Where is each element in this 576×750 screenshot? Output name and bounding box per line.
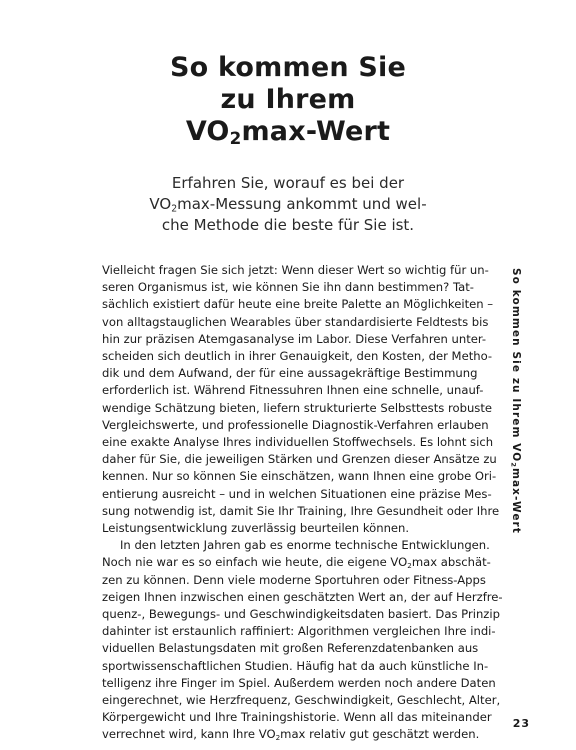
text-line: wendige Schätzung bieten, liefern strukturierte Selbsttests robuste: [102, 400, 493, 415]
text-line: Leistungsentwicklung zuverlässig beurteilen können.: [102, 521, 410, 536]
text-line: eine exakte Analyse Ihres individuellen Stoffwechsels. Es lohnt sich: [102, 435, 494, 450]
text-line: sportwissenschaftlichen Studien. Häufig hat da auch künstliche In-: [102, 658, 489, 673]
page-number: 23: [512, 717, 530, 730]
subtitle-line-3: che Methode die beste für Sie ist.: [161, 216, 415, 234]
text-line: seren Organismus ist, wie können Sie ihn dann bestimmen? Tat-: [102, 280, 474, 295]
body-text: [102, 262, 512, 744]
page-title: [0, 52, 576, 148]
text-line: quenz-, Bewegungs- und Geschwindigkeitsdaten basiert. Das Prinzip: [102, 607, 500, 622]
text-line: kennen. Nur so können Sie einschätzen, wann Ihnen eine grobe Ori-: [102, 469, 497, 484]
paragraph-1: [102, 262, 512, 537]
text-line: daher für Sie, die jeweiligen Stärken und Grenzen dieser Ansätze zu: [102, 452, 497, 467]
text-line: eingerechnet, wie Herzfrequenz, Geschwindigkeit, Geschlecht, Alter,: [102, 693, 501, 708]
chapter-sidebar: [506, 268, 526, 534]
text-line: zeigen Ihnen inzwischen einen geschätzten Wert an, der auf Herzfre-: [102, 589, 503, 604]
text-line: entierung ausreicht – und in welchen Situationen eine präzise Mes-: [102, 486, 492, 501]
title-line-3: $VO_2\max$-Wert: [185, 116, 391, 149]
text-line: viduellen Belastungsdaten mit großen Referenzdatenbanken aus: [102, 641, 479, 656]
title-line-1: So kommen Sie: [170, 52, 406, 83]
text-line: Vielleicht fragen Sie sich jetzt: Wenn dieser Wert so wichtig für un-: [102, 263, 489, 277]
text-line: Körpergewicht und Ihre Trainingshistorie. Wenn all das miteinander: [102, 710, 492, 725]
text-line: sächlich existiert dafür heute eine breite Palette an Möglichkeiten –: [102, 297, 494, 312]
text-line: von alltagstauglichen Wearables über standardisierte Feldtests bis: [102, 314, 489, 329]
title-line-2: zu Ihrem: [220, 84, 356, 115]
subtitle-line-1: Erfahren Sie, worauf es bei der: [171, 174, 405, 192]
text-line: scheiden sich deutlich in ihrer Genauigkeit, den Kosten, der Metho-: [102, 349, 493, 364]
text-line: dik und dem Aufwand, der für eine aussagekräftige Bestimmung: [102, 366, 478, 381]
text-line: Noch nie war es so einfach wie heute, die eigene $VO_2\max$ abschät-: [102, 555, 491, 571]
page-subtitle: [0, 173, 576, 236]
text-line: hin zur präzisen Atemgasanalyse im Labor. Diese Verfahren unter-: [102, 331, 487, 346]
subtitle-line-2: $VO_2\max$-Messung ankommt und wel-: [149, 195, 427, 215]
text-line: dahinter ist erstaunlich raffiniert: Algorithmen vergleichen Ihre indi-: [102, 624, 496, 639]
text-line: erforderlich ist. Während Fitnessuhren Ihnen eine schnelle, unauf-: [102, 383, 484, 398]
text-line: Vergleichswerte, und professionelle Diagnostik-Verfahren erlauben: [102, 417, 489, 432]
paragraph-2: [102, 537, 512, 743]
chapter-sidebar-title: So kommen Sie zu Ihrem $VO_2\max$-Wert: [509, 268, 522, 534]
text-line: sung notwendig ist, damit Sie Ihr Training, Ihre Gesundheit oder Ihre: [102, 503, 500, 518]
text-line: telligenz ihre Finger im Spiel. Außerdem werden noch andere Daten: [102, 675, 496, 690]
text-line: zen zu können. Denn viele moderne Sportuhren oder Fitness-Apps: [102, 572, 486, 587]
text-line: verrechnet wird, kann Ihre $VO_2\max$ relativ gut geschätzt werden.: [102, 727, 480, 743]
text-line: In den letzten Jahren gab es enorme technische Entwicklungen.: [120, 538, 490, 553]
